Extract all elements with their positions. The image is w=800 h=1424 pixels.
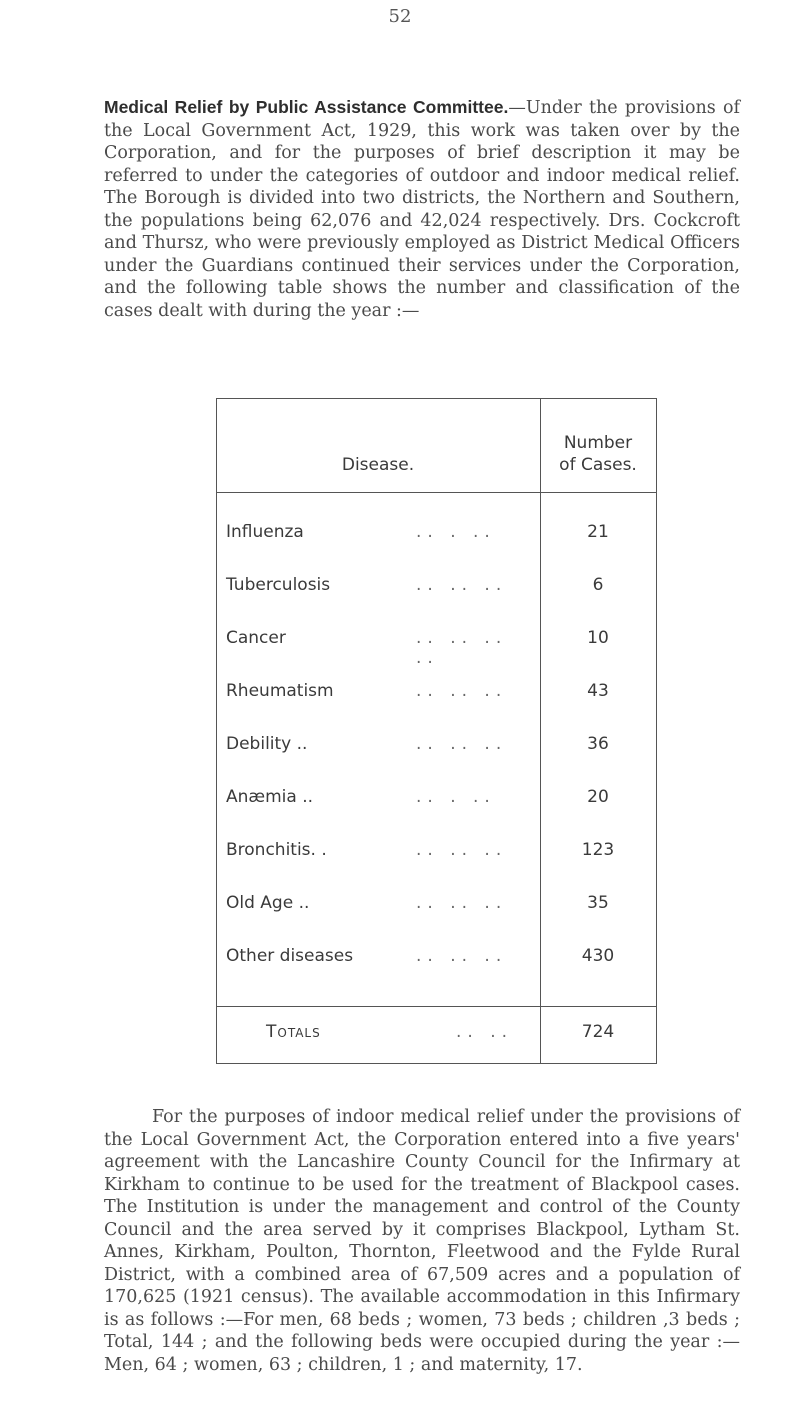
dot-leader: .. . .. [416, 787, 496, 807]
table-row [216, 893, 656, 931]
dot-leader: .. .. [456, 1022, 514, 1042]
intro-paragraph [104, 96, 740, 322]
table-row [216, 681, 656, 719]
page-number: 52 [388, 6, 412, 27]
dot-leader: .. .. .. [416, 893, 508, 913]
table-totals-rule [216, 1006, 656, 1007]
case-count: 36 [587, 734, 609, 754]
table-row [216, 522, 656, 560]
case-count: 6 [592, 575, 604, 595]
table-row [216, 734, 656, 772]
header-number-line1: Number [563, 433, 633, 453]
dot-leader: .. .. .. [416, 840, 508, 860]
disease-name: Tuberculosis [226, 575, 331, 595]
dot-leader: .. .. .. [416, 734, 508, 754]
table-row [216, 840, 656, 878]
totals-label: Totals [266, 1022, 321, 1042]
disease-name: Other diseases [226, 946, 354, 966]
intro-text: —Under the provisions of the Local Government Act, 1929, this work was taken over by the Corporation, and for the purposes of brief description it may be referred to under the categories of outdoor and indoor medical relief. The Borough is divided into two districts, the Northern and Southern, the populations being 62,076 and 42,024 respectively. Drs. Cockcroft and Thursz, who were previously employed as District Medical Officers under the Guardians continued their services under the Corporation, and the following table shows the number and classification of the cases dealt with during the year :— [104, 98, 740, 321]
totals-count: 724 [581, 1022, 615, 1042]
dot-leader: .. .. .. [416, 946, 508, 966]
case-count: 430 [581, 946, 615, 966]
disease-name: Influenza [226, 522, 304, 542]
table-right-rule [656, 398, 657, 1064]
disease-name: Anæmia .. [226, 787, 314, 807]
table-row [216, 628, 656, 666]
dot-leader: .. .. .. .. [416, 628, 508, 668]
table-row [216, 575, 656, 613]
disease-name: Cancer [226, 628, 286, 648]
header-disease: Disease. [341, 455, 415, 475]
case-count: 21 [587, 522, 609, 542]
indoor-relief-paragraph: For the purposes of indoor medical relief under the provisions of the Local Government Act, the Corporation entered into a five years' agreement with the Lancashire County Council for the Infirmary at Kirkham to continue to be used for the treatment of Blackpool cases. The Institution is under the management and control of the County Council and the area served by it comprises Blackpool, Lytham St. Annes, Kirkham, Poulton, Thornton, Fleetwood and the Fylde Rural District, with a combined area of 67,509 acres and a population of 170,625 (1921 census). The available accommodation in this Infirmary is as follows :—For men, 68 beds ; women, 73 beds ; children ,3 beds ; Total, 144 ; and the following beds were occupied during the year :—Men, 64 ; women, 63 ; children, 1 ; and maternity, 17. [104, 1107, 740, 1375]
dot-leader: .. .. .. [416, 681, 508, 701]
case-count: 10 [587, 628, 609, 648]
disease-name: Rheumatism [226, 681, 334, 701]
table-header-rule [216, 492, 656, 493]
cases-table [216, 398, 656, 1064]
dot-leader: .. . .. [416, 522, 496, 542]
header-number-line2: of Cases. [559, 455, 637, 475]
dot-leader: .. .. .. [416, 575, 508, 595]
disease-name: Bronchitis. . [226, 840, 327, 860]
case-count: 35 [587, 893, 609, 913]
case-count: 123 [581, 840, 615, 860]
table-row [216, 787, 656, 825]
case-count: 43 [587, 681, 609, 701]
section-run-head: Medical Relief by Public Assistance Committee. [104, 97, 509, 117]
table-bottom-rule [216, 1063, 656, 1064]
table-row [216, 946, 656, 984]
disease-name: Old Age .. [226, 893, 310, 913]
case-count: 20 [587, 787, 609, 807]
table-top-rule [216, 398, 656, 399]
totals-row [216, 1022, 656, 1060]
disease-name: Debility .. [226, 734, 308, 754]
